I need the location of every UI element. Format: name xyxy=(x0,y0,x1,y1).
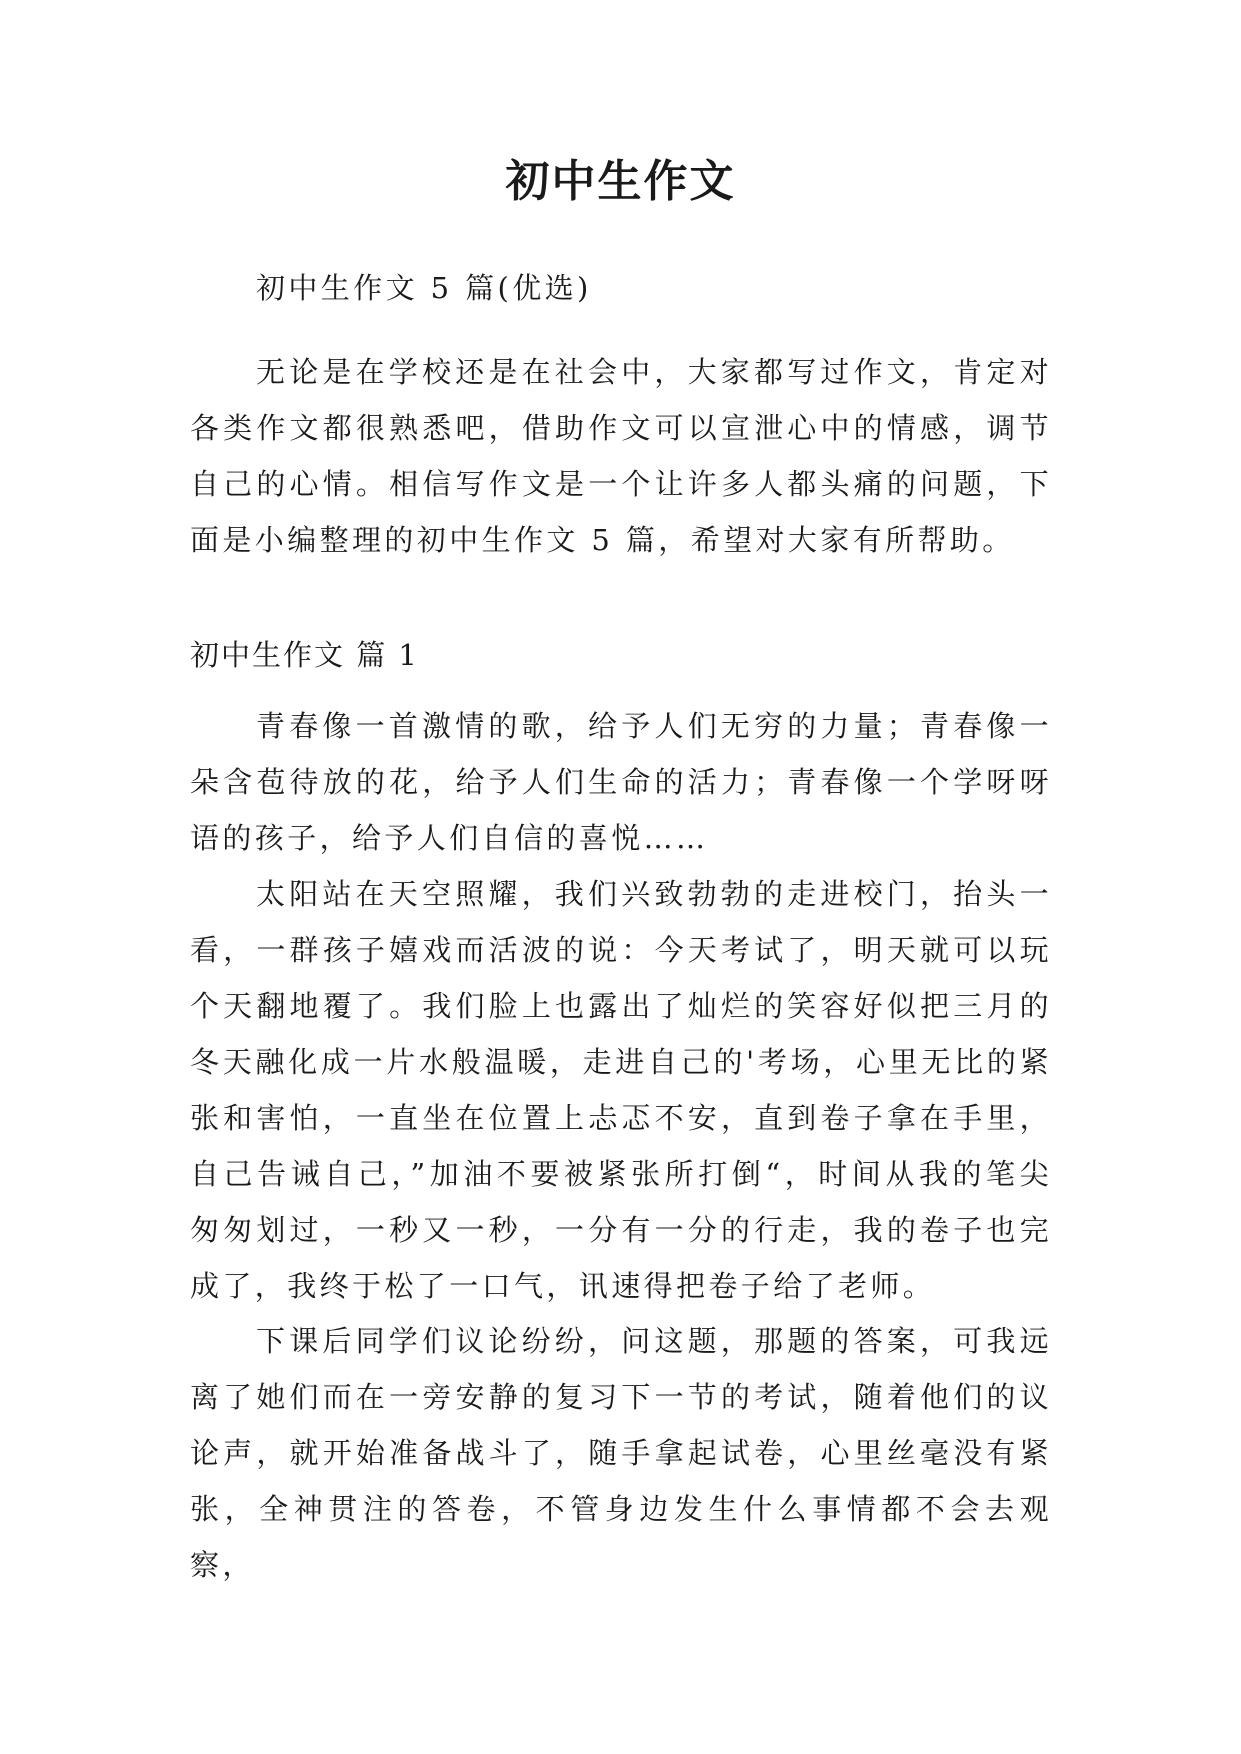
body-paragraph-3: 下课后同学们议论纷纷，问这题，那题的答案，可我远离了她们而在一旁安静的复习下一节的考试，随着他们的议论声，就开始准备战斗了，随手拿起试卷，心里丝毫没有紧张，全神贯注的答卷，不管身边发生什么事情都不会去观察， xyxy=(190,1324,1052,1582)
document-title: 初中生作文 xyxy=(505,156,736,207)
body-paragraph-2: 太阳站在天空照耀，我们兴致勃勃的走进校门，抬头一看，一群孩子嬉戏而活波的说：今天考试了，明天就可以玩个天翻地覆了。我们脸上也露出了灿烂的笑容好似把三月的冬天融化成一片水般温暖，走进自己的'考场，心里无比的紧张和害怕，一直坐在位置上忐忑不安，直到卷子拿在手里，自己告诫自己，”加油不要被紧张所打倒“，时间从我的笔尖匆匆划过，一秒又一秒，一分有一分的行走，我的卷子也完成了，我终于松了一口气，讯速得把卷子给了老师。 xyxy=(190,877,1052,1303)
intro-paragraph: 无论是在学校还是在社会中，大家都写过作文，肯定对各类作文都很熟悉吧，借助作文可以宣泄心中的情感，调节自己的心情。相信写作文是一个让许多人都头痛的问题，下面是小编整理的初中生作文 5 篇，希望对大家有所帮助。 xyxy=(190,355,1052,557)
section-heading: 初中生作文 篇 1 xyxy=(190,638,419,672)
body-paragraph-1: 青春像一首激情的歌，给予人们无穷的力量；青春像一朵含苞待放的花，给予人们生命的活力；青春像一个学呀呀语的孩子，给予人们自信的喜悦…… xyxy=(190,709,1052,855)
document-subtitle: 初中生作文 5 篇(优选) xyxy=(256,271,592,305)
